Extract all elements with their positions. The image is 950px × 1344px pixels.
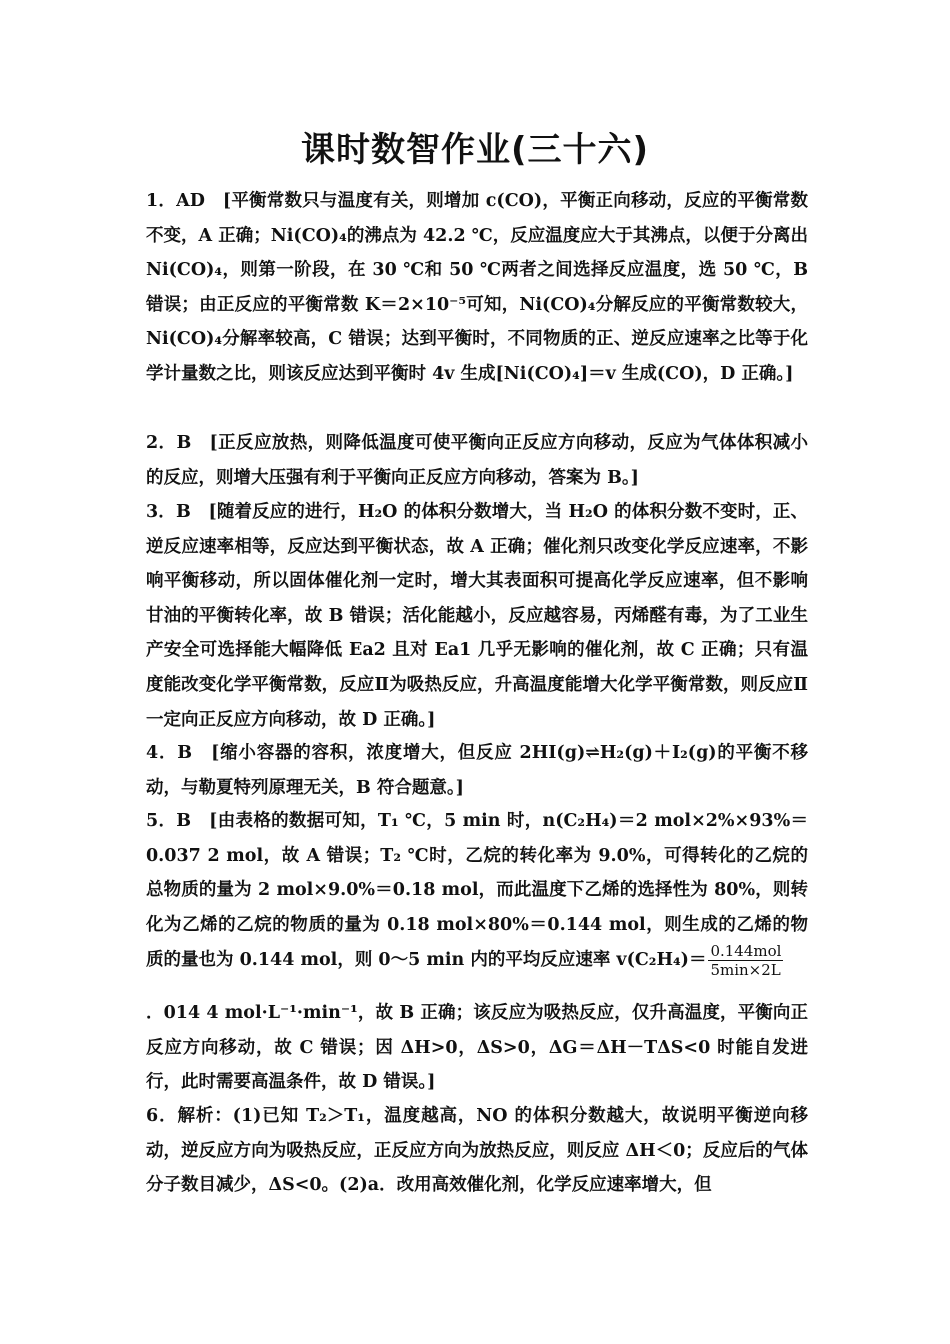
answer-4: 4．B [缩小容器的容积，浓度增大，但反应 2HI(g)⇌H₂(g)＋I₂(g)的平衡不移动，与勒夏特列原理无关，B 符合题意。] xyxy=(146,743,808,798)
fraction-denominator: 5min×2L xyxy=(710,961,781,980)
rate-fraction xyxy=(708,942,783,979)
answer-1: 1．AD [平衡常数只与温度有关，则增加 c(CO)，平衡正向移动，反应的平衡常数不变，A 正确；Ni(CO)₄的沸点为 42.2 ℃，反应温度应大于其沸点，以便于分离出 Ni(CO)₄，则第一阶段，在 30 ℃和 50 ℃两者之间选择反应温度，选 50 ℃，B 错误；由正反应的平衡常数 K＝2×10⁻⁵可知，Ni(CO)₄分解反应的平衡常数较大，Ni(CO)₄分解率较高，C 错误；达到平衡时，不同物质的正、逆反应速率之比等于化学计量数之比，则该反应达到平衡时 4v 生成[Ni(CO)₄]＝v 生成(CO)，D 正确。] xyxy=(146,191,808,384)
answer-3: 3．B [随着反应的进行，H₂O 的体积分数增大，当 H₂O 的体积分数不变时，正、逆反应速率相等，反应达到平衡状态，故 A 正确；催化剂只改变化学反应速率，不影响平衡移动，所以固体催化剂一定时，增大其表面积可提高化学反应速率，但不影响甘油的平衡转化率，故 B 错误；活化能越小，反应越容易，丙烯醛有毒，为了工业生产安全可选择能大幅降低 Ea2 且对 Ea1 几乎无影响的催化剂，故 C 正确；只有温度能改变化学平衡常数，反应Ⅱ为吸热反应，升高温度能增大化学平衡常数，则反应Ⅱ一定向正反应方向移动，故 D 正确。] xyxy=(146,502,808,730)
answer-6: 6．解析：(1)已知 T₂＞T₁，温度越高，NO 的体积分数越大，故说明平衡逆向移动，逆反应方向为吸热反应，正反应方向为放热反应，则反应 ΔH＜0；反应后的气体分子数目减少，ΔS<0。(2)a．改用高效催化剂，化学反应速率增大，但 xyxy=(146,1106,808,1196)
answer-2: 2．B [正反应放热，则降低温度可使平衡向正反应方向移动，反应为气体体积减小的反应，则增大压强有利于平衡向正反应方向移动，答案为 B。] xyxy=(146,433,808,488)
answer-5 xyxy=(146,804,808,979)
page-title: 课时数智作业(三十六) xyxy=(300,130,650,170)
answer-5-text: 5．B [由表格的数据可知，T₁ ℃，5 min 时，n(C₂H₄)＝2 mol×2%×93%＝0.037 2 mol，故 A 错误；T₂ ℃时，乙烷的转化率为 9.0%，可得转化的乙烷的总物质的量为 2 mol×9.0%＝0.18 mol，而此温度下乙烯的选择性为 80%，则转化为乙烯的乙烷的物质的量为 0.18 mol×80%＝0.144 mol，则生成的乙烯的物质的量也为 0.144 mol，则 0～5 min 内的平均反应速率 v(C₂H₄)＝ xyxy=(146,811,808,971)
fraction-numerator: 0.144mol xyxy=(710,942,782,961)
answer-5-continued: ．014 4 mol·L⁻¹·min⁻¹，故 B 正确；该反应为吸热反应，仅升高温度，平衡向正反应方向移动，故 C 错误；因 ΔH>0，ΔS>0，ΔG＝ΔH－TΔS<0 时能自发进行，此时需要高温条件，故 D 错误。] xyxy=(146,1003,808,1093)
